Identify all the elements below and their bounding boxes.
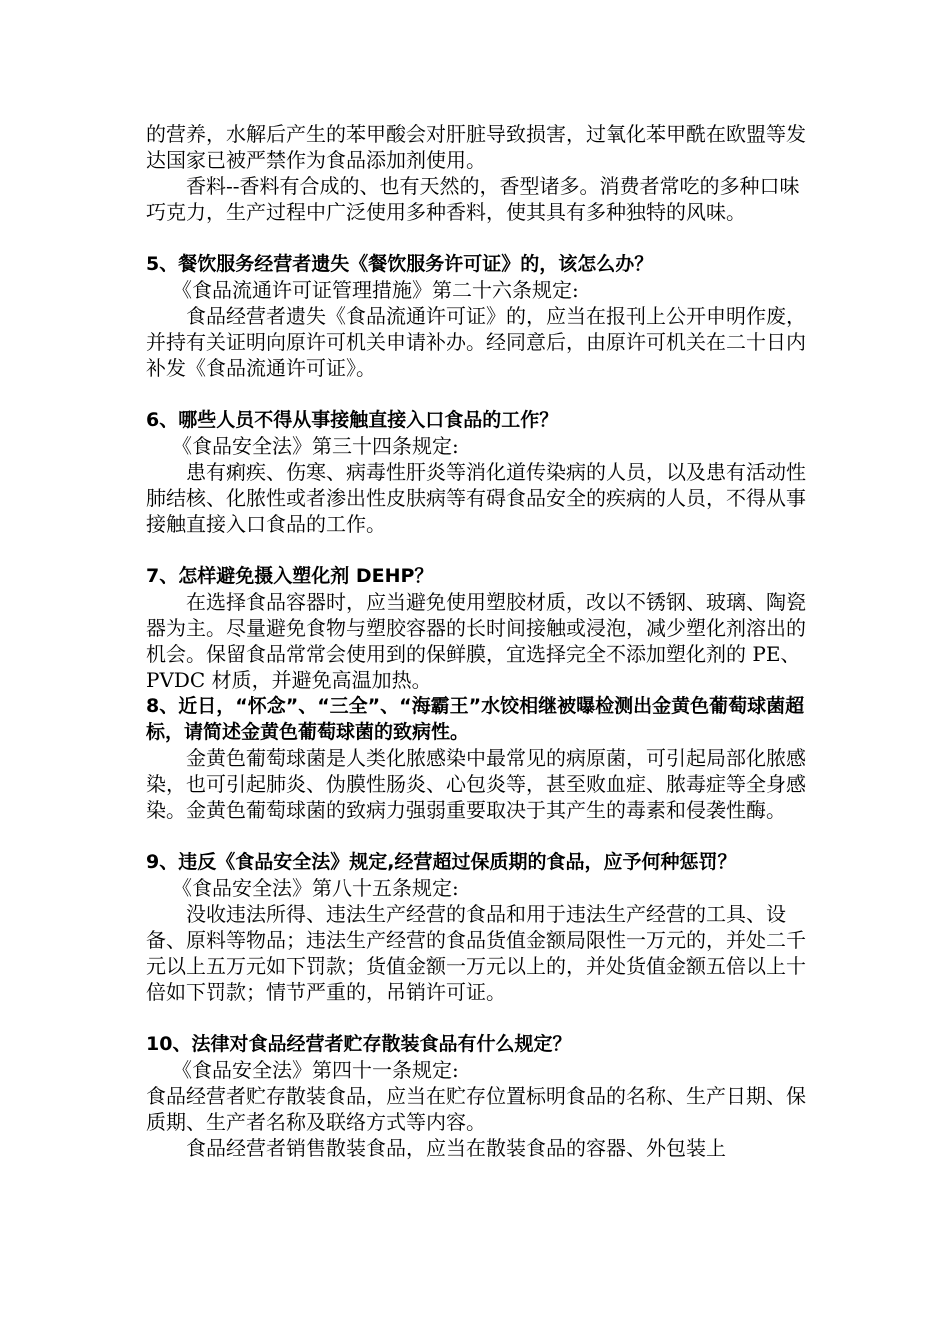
question-10-title: 10、法律对食品经营者贮存散装食品有什么规定？: [146, 1033, 572, 1055]
question-10-rule: 《食品安全法》第四十一条规定:: [172, 1058, 459, 1082]
question-5-body: 食品经营者遗失《食品流通许可证》的，应当在报刊上公开申明作废，并持有关证明向原许可机关申请补办。经同意后，由原许可机关在二十日内补发《食品流通许可证》。: [146, 304, 806, 380]
question-5-title: 5、餐饮服务经营者遗失《餐饮服务许可证》的，该怎么办？: [146, 253, 654, 275]
question-8-body: 金黄色葡萄球菌是人类化脓感染中最常见的病原菌，可引起局部化脓感染，也可引起肺炎、伪膜性肠炎、心包炎等，甚至败血症、脓毒症等全身感染。金黄色葡萄球菌的致病力强弱重要取决于其产生的毒素和侵袭性酶。: [146, 746, 806, 822]
question-9-rule: 《食品安全法》第八十五条规定:: [172, 876, 459, 900]
question-10-body-1: 食品经营者贮存散装食品，应当在贮存位置标明食品的名称、生产日期、保质期、生产者名称及联络方式等内容。: [146, 1084, 806, 1134]
question-10-body-2: 食品经营者销售散装食品，应当在散装食品的容器、外包装上: [186, 1136, 726, 1160]
question-7-title: 7、怎样避免摄入塑化剂 DEHP？: [146, 565, 434, 587]
question-6-body: 患有痢疾、伤寒、病毒性肝炎等消化道传染病的人员，以及患有活动性肺结核、化脓性或者渗出性皮肤病等有碍食品安全的疾病的人员，不得从事接触直接入口食品的工作。: [146, 460, 806, 536]
question-6-title: 6、哪些人员不得从事接触直接入口食品的工作？: [146, 409, 559, 431]
question-9-title: 9、违反《食品安全法》规定,经营超过保质期的食品，应予何种惩罚？: [146, 851, 737, 873]
document-page: [146, 121, 812, 1161]
intro-paragraph-2: 香料--香料有合成的、也有天然的，香型诸多。消费者常吃的多种口味巧克力，生产过程中广泛使用多种香料，使其具有多种独特的风味。: [146, 174, 800, 224]
question-6-rule: 《食品安全法》第三十四条规定:: [172, 434, 459, 458]
question-8-title: 8、近日，“怀念”、“三全”、“海霸王”水饺相继被曝检测出金黄色葡萄球菌超标，请简述金黄色葡萄球菌的致病性。: [146, 695, 805, 743]
question-7-body: 在选择食品容器时，应当避免使用塑胶材质，改以不锈钢、玻璃、陶瓷器为主。尽量避免食物与塑胶容器的长时间接触或浸泡，减少塑化剂溶出的机会。保留食品常常会使用到的保鲜膜，宜选择完全不添加塑化剂的 PE、PVDC 材质，并避免高温加热。: [146, 590, 806, 692]
intro-paragraph-1: 的营养，水解后产生的苯甲酸会对肝脏导致损害，过氧化苯甲酰在欧盟等发达国家已被严禁作为食品添加剂使用。: [146, 122, 806, 172]
question-9-body: 没收违法所得、违法生产经营的食品和用于违法生产经营的工具、设备、原料等物品；违法生产经营的食品货值金额局限性一万元的，并处二千元以上五万元如下罚款；货值金额一万元以上的，并处货值金额五倍以上十倍如下罚款；情节严重的，吊销许可证。: [146, 902, 806, 1004]
question-5-rule: 《食品流通许可证管理措施》第二十六条规定:: [172, 278, 579, 302]
